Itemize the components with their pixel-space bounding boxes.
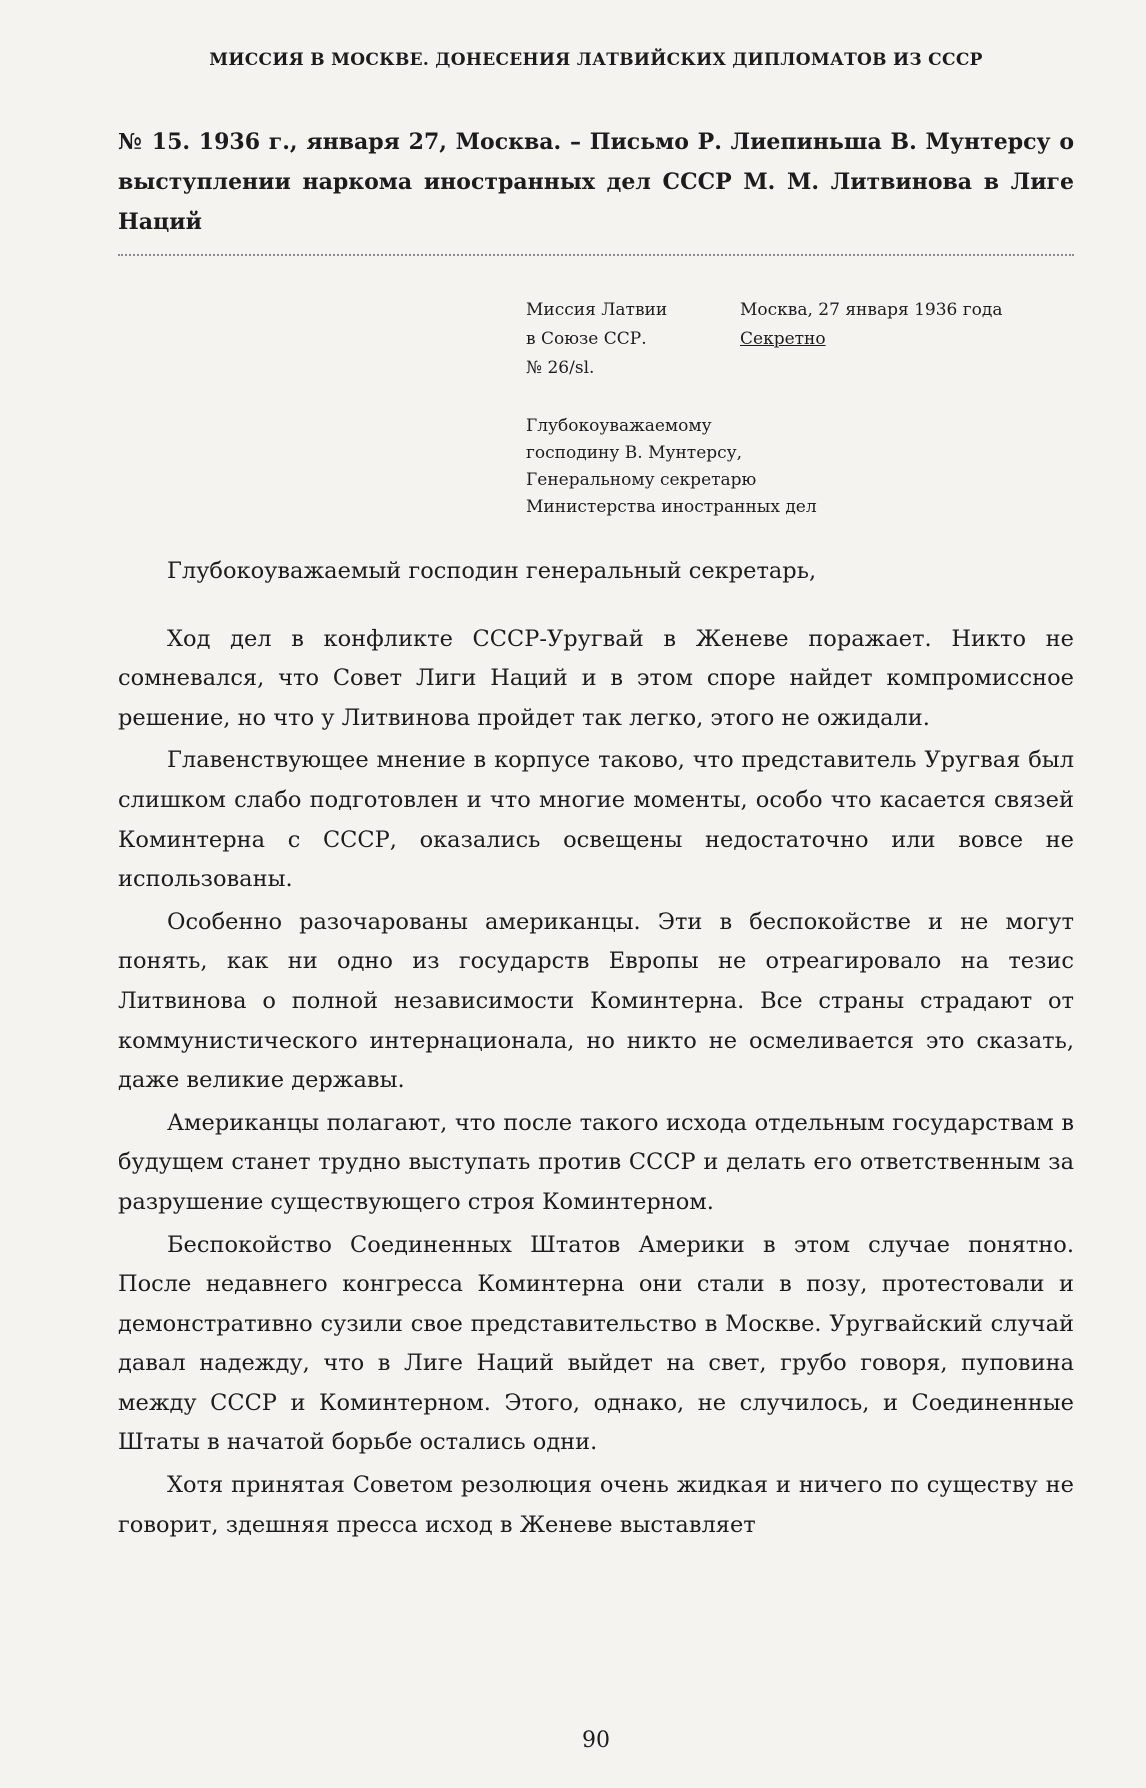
addressee-line-4: Министерства иностранных дел [526, 497, 817, 517]
document-title: № 15. 1936 г., января 27, Москва. – Письмо Р. Лиепиньша В. Мунтерсу о выступлении наркома иностранных дел СССР М. М. Литвинова в Лиге Наций [118, 129, 1074, 235]
paragraph: Ход дел в конфликте СССР-Уругвай в Женеве поражает. Никто не сомневался, что Совет Лиги Наций и в этом споре найдет компромиссное решение, но что у Литвинова пройдет так легко, этого не ожидали. [118, 625, 1074, 731]
paragraph: Особенно разочарованы американцы. Эти в беспокойстве и не могут понять, как ни одно из государств Европы не отреагировало на тезис Литвинова о полной независимости Коминтерна. Все страны страдают от коммунистического интернационала, но никто не осмеливается это сказать, даже великие державы. [118, 908, 1074, 1094]
paragraph: Хотя принятая Советом резолюция очень жидкая и ничего по существу не говорит, здешняя пресса исход в Женеве выставляет [118, 1472, 1074, 1538]
date-line: Москва, 27 января 1936 года [740, 300, 1003, 320]
letter-body [118, 552, 1074, 1548]
meta-row-3 [526, 354, 1074, 383]
letter-meta [526, 296, 1074, 383]
paragraph: Американцы полагают, что после такого исхода отдельным государствам в будущем станет трудно выступать против СССР и делать его ответственным за разрушение существующего строя Коминтерном. [118, 1109, 1074, 1215]
salutation: Глубокоуважаемый господин генеральный секретарь, [167, 558, 817, 584]
addressee-line-1: Глубокоуважаемому [526, 416, 712, 436]
sender-line-1: Миссия Латвии [526, 300, 668, 320]
paragraph: Беспокойство Соединенных Штатов Америки в этом случае понятно. После недавнего конгресса Коминтерна они стали в позу, протестовали и демонстративно сузили свое представительство в Москве. Уругвайский случай давал надежду, что в Лиге Наций выйдет на свет, грубо говоря, пуповина между СССР и Коминтерном. Этого, однако, не случилось, и Соединенные Штаты в начатой борьбе остались одни. [118, 1231, 1074, 1456]
page-number: 90 [582, 1728, 610, 1753]
meta-row-1 [526, 296, 1074, 325]
running-head: МИССИЯ В МОСКВЕ. ДОНЕСЕНИЯ ЛАТВИЙСКИХ ДИПЛОМАТОВ ИЗ СССР [209, 50, 983, 70]
addressee-line-3: Генеральному секретарю [526, 470, 757, 490]
sender-line-2: в Союзе ССР. [526, 329, 647, 349]
document-page [118, 0, 1074, 1788]
paragraph: Главенствующее мнение в корпусе таково, что представитель Уругвая был слишком слабо подготовлен и что многие моменты, особо что касается связей Коминтерна с СССР, оказались освещены недостаточно или вовсе не использованы. [118, 747, 1074, 893]
addressee-line-2: господину В. Мунтерсу, [526, 443, 743, 463]
meta-row-2 [526, 325, 1074, 354]
dotted-divider [118, 254, 1074, 256]
addressee-block [526, 413, 1074, 521]
document-number: № 26/sl. [526, 358, 595, 378]
secret-label: Секретно [740, 329, 826, 349]
